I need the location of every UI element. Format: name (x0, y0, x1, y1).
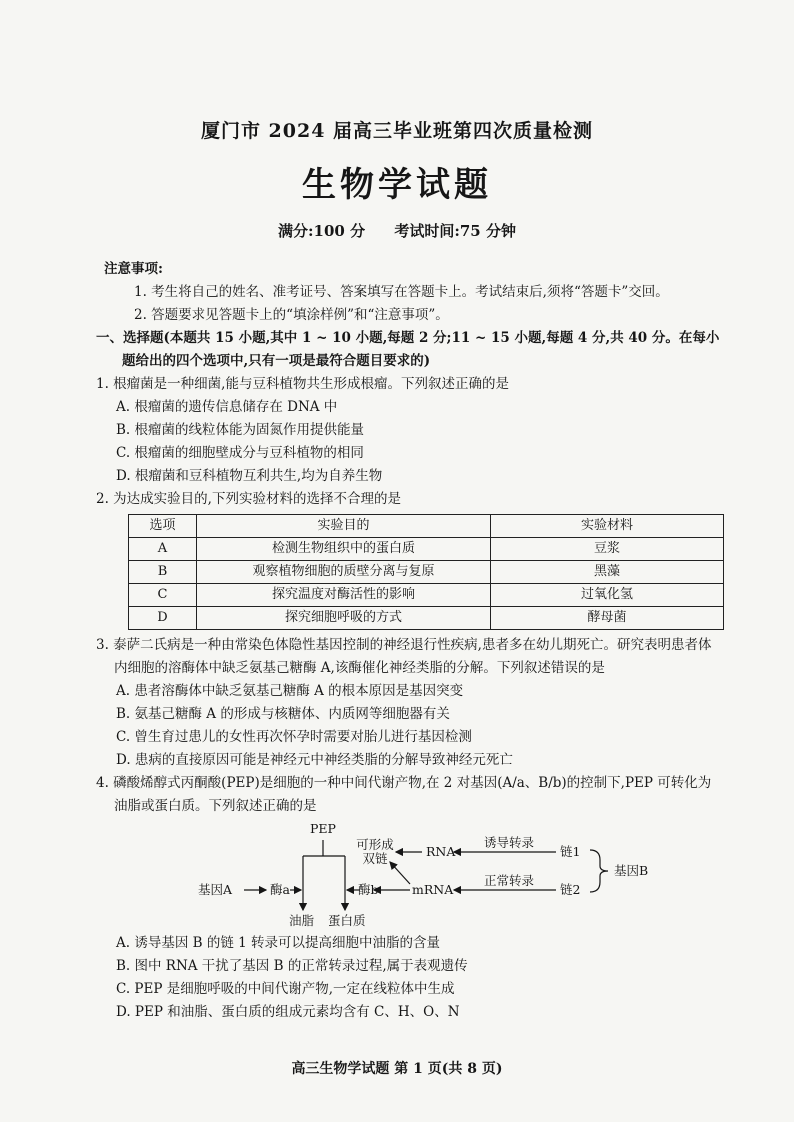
table-row (129, 561, 724, 584)
exam-subtitle: 厦门市 2024 届高三毕业班第四次质量检测 (200, 120, 594, 142)
table-cell: 探究温度对酶活性的影响 (197, 584, 491, 607)
table-row (129, 538, 724, 561)
diagram-label-chain1: 链1 (560, 844, 581, 859)
table-cell: 探究细胞呼吸的方式 (197, 607, 491, 630)
exam-content (96, 258, 724, 1024)
question-1-option-d: D. 根瘤菌和豆科植物互利共生,均为自养生物 (116, 468, 383, 484)
question-4-option-b: B. 图中 RNA 干扰了基因 B 的正常转录过程,属于表观遗传 (116, 958, 468, 974)
table-header-cell: 实验材料 (491, 515, 724, 538)
pep-pathway-diagram (104, 820, 724, 930)
table-header-cell: 实验目的 (197, 515, 491, 538)
note-item-2: 2. 答题要求见答题卡上的“填涂样例”和“注意事项”。 (134, 307, 449, 323)
table-cell: 过氧化氢 (491, 584, 724, 607)
diagram-label-enzyme-b: 酶b (358, 882, 379, 897)
question-3-option-a: A. 患者溶酶体中缺乏氨基己糖酶 A 的根本原因是基因突变 (116, 683, 464, 699)
section-heading: 一、选择题(本题共 15 小题,其中 1 ~ 10 小题,每题 2 分;11 ~ 15 小题,每题 4 分,共 40 分。在每小题给出的四个选项中,只有一项是最符合题目要求的) (96, 330, 720, 369)
question-1-stem: 1. 根瘤菌是一种细菌,能与豆科植物共生形成根瘤。下列叙述正确的是 (96, 376, 509, 392)
page-footer: 高三生物学试题 第 1 页(共 8 页) (291, 1061, 503, 1077)
table-cell: 豆浆 (491, 538, 724, 561)
diagram-label-mrna: mRNA (412, 882, 454, 897)
diagram-label-rna: RNA (426, 844, 456, 859)
table-cell: C (129, 584, 197, 607)
full-score: 满分:100 分 (278, 222, 366, 240)
table-cell: 检测生物组织中的蛋白质 (197, 538, 491, 561)
diagram-label-pep: PEP (310, 821, 336, 836)
question-4-option-c: C. PEP 是细胞呼吸的中间代谢产物,一定在线粒体中生成 (116, 981, 455, 997)
question-3-option-c: C. 曾生育过患儿的女性再次怀孕时需要对胎儿进行基因检测 (116, 729, 472, 745)
diagram-label-enzyme-a: 酶a (270, 882, 290, 897)
exam-header (0, 116, 794, 241)
question-1-option-a: A. 根瘤菌的遗传信息储存在 DNA 中 (116, 399, 338, 415)
table-cell: 观察植物细胞的质壁分离与复原 (197, 561, 491, 584)
question-1-option-c: C. 根瘤菌的细胞壁成分与豆科植物的相同 (116, 445, 364, 461)
diagram-label-normal-transcription: 正常转录 (484, 873, 535, 888)
diagram-label-oil: 油脂 (289, 913, 315, 928)
diagram-label-gene-a: 基因A (198, 882, 233, 897)
question-2-table (128, 514, 724, 630)
exam-time: 考试时间:75 分钟 (394, 222, 516, 240)
question-2-stem: 2. 为达成实验目的,下列实验材料的选择不合理的是 (96, 491, 401, 507)
table-header-cell: 选项 (129, 515, 197, 538)
table-header-row (129, 515, 724, 538)
table-cell: D (129, 607, 197, 630)
question-1-option-b: B. 根瘤菌的线粒体能为固氮作用提供能量 (116, 422, 365, 438)
question-3-option-b: B. 氨基己糖酶 A 的形成与核糖体、内质网等细胞器有关 (116, 706, 450, 722)
table-cell: 黑藻 (491, 561, 724, 584)
note-item-1: 1. 考生将自己的姓名、准考证号、答案填写在答题卡上。考试结束后,须将“答题卡”交回。 (134, 284, 669, 300)
diagram-label-chain2: 链2 (560, 882, 581, 897)
table-row (129, 607, 724, 630)
diagram-label-induced-transcription: 诱导转录 (484, 835, 535, 850)
table-cell: B (129, 561, 197, 584)
diagram-label-gene-b: 基因B (614, 863, 649, 878)
table-cell: 酵母菌 (491, 607, 724, 630)
question-4-option-a: A. 诱导基因 B 的链 1 转录可以提高细胞中油脂的含量 (116, 935, 441, 951)
diagram-label-double-strand: 可形成 双链 (356, 837, 394, 866)
question-4-option-d: D. PEP 和油脂、蛋白质的组成元素均含有 C、H、O、N (116, 1004, 460, 1020)
exam-meta (0, 220, 794, 241)
exam-title: 生物学试题 (302, 165, 492, 205)
question-3-stem: 3. 泰萨二氏病是一种由常染色体隐性基因控制的神经退行性疾病,患者多在幼儿期死亡。研究表明患者体内细胞的溶酶体中缺乏氨基己糖酶 A,该酶催化神经类脂的分解。下列叙述错误的是 (96, 637, 712, 676)
question-4-stem: 4. 磷酸烯醇式丙酮酸(PEP)是细胞的一种中间代谢产物,在 2 对基因(A/a、B/b)的控制下,PEP 可转化为油脂或蛋白质。下列叙述正确的是 (96, 775, 712, 814)
diagram-label-protein: 蛋白质 (328, 913, 366, 928)
notes-heading: 注意事项: (104, 261, 163, 277)
question-3-option-d: D. 患病的直接原因可能是神经元中神经类脂的分解导致神经元死亡 (116, 752, 513, 768)
table-row (129, 584, 724, 607)
table-cell: A (129, 538, 197, 561)
